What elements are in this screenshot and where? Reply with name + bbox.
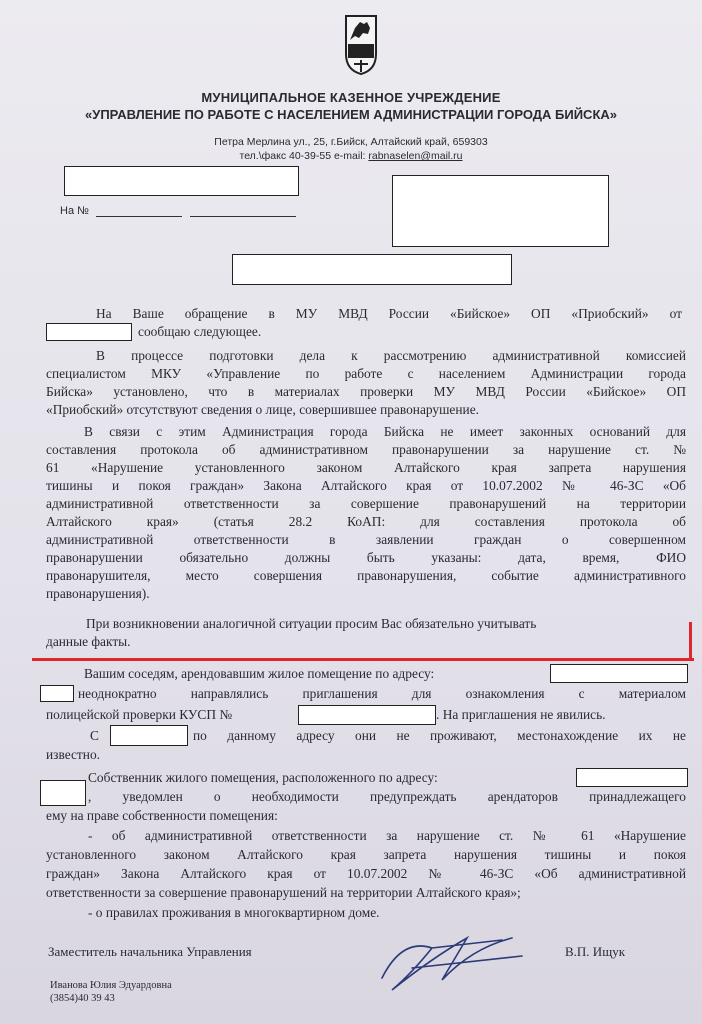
text-line: - об административной ответственности за нарушение ст. № 61 «Нарушение xyxy=(88,828,686,843)
reference-date-line xyxy=(190,216,296,217)
redaction-box xyxy=(232,254,512,285)
text-line: административной ответственности за совершение правонарушений на территории xyxy=(46,496,686,511)
text-line: тишины и покоя граждан» Закона Алтайского края от 10.07.2002 № 46-ЗС «Об xyxy=(46,478,686,493)
text-line: правонарушении обязательно должны быть указаны: дата, время, ФИО xyxy=(46,550,686,565)
reference-number-label: На № xyxy=(60,205,89,217)
text-line: . На приглашения не явились. xyxy=(436,707,606,722)
text-line: ему на праве собственности помещения: xyxy=(46,808,278,823)
red-underline-mark xyxy=(32,658,694,661)
text-line: В связи с этим Администрация города Бийска не имеет законных оснований для xyxy=(84,424,686,439)
text-line: установленного законом Алтайского края запрета нарушения тишины и покоя xyxy=(46,847,686,862)
text-line: административной ответственности в заявлении граждан о совершенном xyxy=(46,532,686,547)
redaction-box xyxy=(110,725,188,746)
redaction-box xyxy=(40,780,86,806)
redaction-box xyxy=(392,175,609,247)
handwritten-signature xyxy=(372,918,532,998)
org-email: rabnaselen@mail.ru xyxy=(368,150,463,162)
text-line: - о правилах проживания в многоквартирном доме. xyxy=(88,905,380,920)
org-name-line2: «УПРАВЛЕНИЕ ПО РАБОТЕ С НАСЕЛЕНИЕМ АДМИНИСТРАЦИИ ГОРОДА БИЙСКА» xyxy=(85,107,617,122)
redaction-box xyxy=(550,664,688,683)
text-line: данные факты. xyxy=(46,634,131,649)
text-line: составления протокола об административном правонарушении за нарушение ст. № xyxy=(46,442,686,457)
reference-number-line xyxy=(96,216,182,217)
redaction-box xyxy=(40,685,74,702)
text-line: В процессе подготовки дела к рассмотрению административной комиссией xyxy=(96,348,686,363)
text-line: правонарушителя, место совершения правонарушения, событие административного xyxy=(46,568,686,583)
text-line: С xyxy=(90,728,99,743)
text-line: 61 «Нарушение установленного законом Алтайского края запрета нарушения xyxy=(46,460,686,475)
text-line: Бийска» установлено, что в материалах проверки МУ МВД России «Бийское» ОП xyxy=(46,384,686,399)
text-line: «Приобский» отсутствуют сведения о лице, совершившее правонарушение. xyxy=(46,402,479,417)
redaction-box xyxy=(298,705,436,725)
text-line: по данному адресу они не проживают, местонахождение их не xyxy=(193,728,686,743)
text-line: правонарушения). xyxy=(46,586,150,601)
signatory-name: В.П. Ищук xyxy=(565,944,626,959)
org-phone: тел.\факс 40-39-55 e-mail: xyxy=(239,150,369,162)
redaction-box xyxy=(46,323,132,341)
red-bracket-mark xyxy=(689,622,692,660)
redaction-box xyxy=(64,166,299,196)
executor-name: Иванова Юлия Эдуардовна xyxy=(50,980,172,991)
executor-phone: (3854)40 39 43 xyxy=(50,993,115,1004)
text-line: сообщаю следующее. xyxy=(138,324,262,339)
org-name-line1: МУНИЦИПАЛЬНОЕ КАЗЕННОЕ УЧРЕЖДЕНИЕ xyxy=(201,90,501,105)
org-address: Петра Мерлина ул., 25, г.Бийск, Алтайский край, 659303 xyxy=(214,136,488,148)
text-line: полицейской проверки КУСП № xyxy=(46,707,233,722)
text-line: специалистом МКУ «Управление по работе с населением Администрации города xyxy=(46,366,686,381)
text-line: При возникновении аналогичной ситуации просим Вас обязательно учитывать xyxy=(86,616,537,631)
text-line: Алтайского края» (статья 28.2 КоАП: для составления протокола об xyxy=(46,514,686,529)
text-line: На Ваше обращение в МУ МВД России «Бийское» ОП «Приобский» от xyxy=(96,306,682,321)
org-contacts xyxy=(0,150,702,162)
text-line: , уведомлен о необходимости предупреждать арендаторов принадлежащего xyxy=(88,789,686,804)
text-line: граждан» Закона Алтайского края от 10.07.2002 № 46-ЗС «Об административной xyxy=(46,866,686,881)
redaction-box xyxy=(576,768,688,787)
text-line: Вашим соседям, арендовавшим жилое помещение по адресу: xyxy=(84,666,435,681)
text-line: Собственник жилого помещения, расположенного по адресу: xyxy=(88,770,438,785)
text-line: ответственности за совершение правонарушений на территории Алтайского края»; xyxy=(46,885,521,900)
coat-of-arms-icon xyxy=(344,14,378,76)
text-line: известно. xyxy=(46,747,100,762)
signatory-position: Заместитель начальника Управления xyxy=(48,944,252,959)
text-line: неоднократно направлялись приглашения для ознакомления с материалом xyxy=(78,686,686,701)
